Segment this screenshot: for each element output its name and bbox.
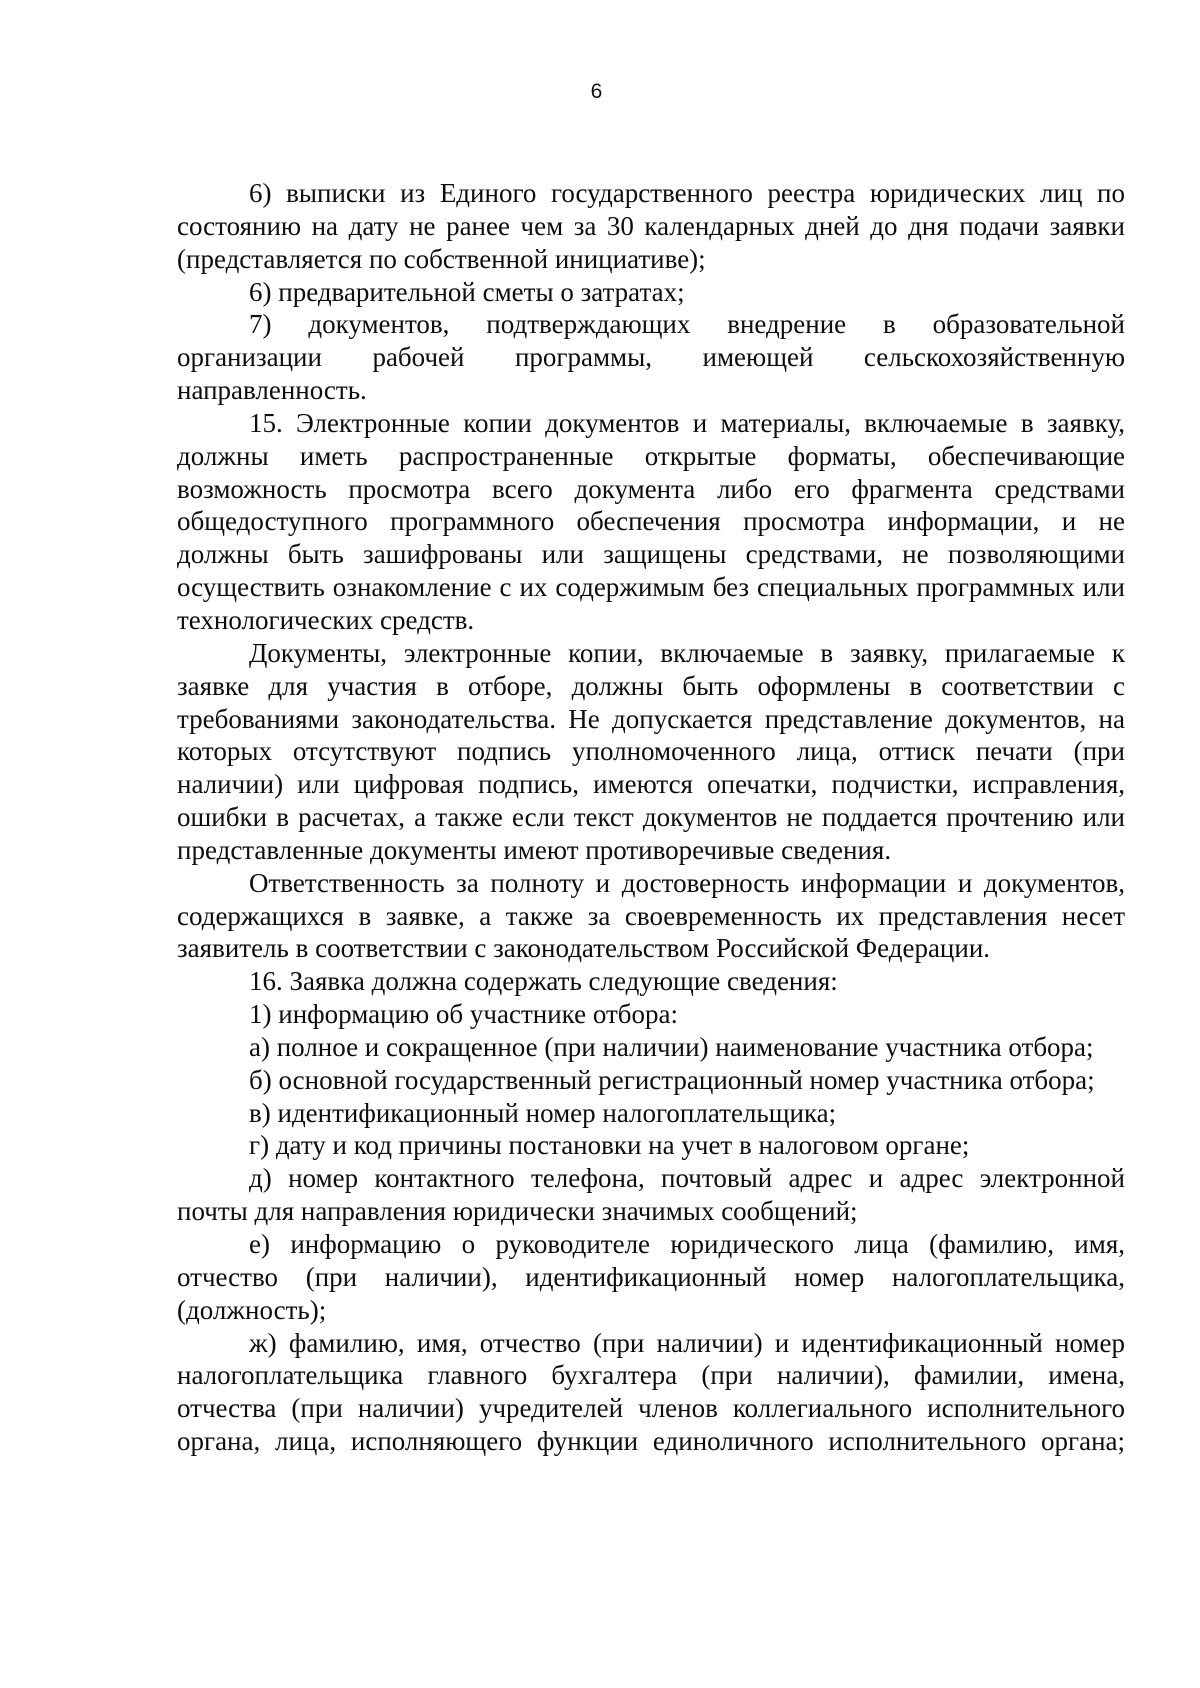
paragraph-16-application-contents: 16. Заявка должна содержать следующие сведения: — [249, 966, 838, 997]
paragraph-d-contacts: д) номер контактного телефона, почтовый адрес и адрес электронной почты для направления юридически значимых сообщений; — [177, 1163, 1125, 1227]
page-number: 6 — [590, 80, 603, 103]
paragraph-responsibility: Ответственность за полноту и достоверность информации и документов, содержащихся в заявке, а также за своевременность их представления несет заявитель в соответствии с законодательством Российской Федерации. — [177, 867, 1125, 964]
paragraph-1-participant-info: 1) информацию об участнике отбора: — [249, 999, 679, 1030]
paragraph-e-director-info: е) информацию о руководителе юридического лица (фамилию, имя, отчество (при наличии), идентификационный номер налогоплательщика, (должность); — [177, 1229, 1125, 1325]
paragraph-6-cost-estimate: 6) предварительной сметы о затратах; — [249, 276, 685, 307]
document-body — [177, 177, 1125, 1458]
paragraph-b-ogrn: б) основной государственный регистрационный номер участника отбора; — [249, 1064, 1095, 1095]
paragraph-g-registration-date: г) дату и код причины постановки на учет в налоговом органе; — [249, 1130, 970, 1161]
paragraph-zh-accountant-founders: ж) фамилию, имя, отчество (при наличии) и идентификационный номер налогоплательщика главного бухгалтера (при наличии), фамилии, имена, отчества (при наличии) учредителей членов коллегиального исполнительного органа, лица, исполняющего функции единоличного исполнительного органа; — [177, 1327, 1125, 1457]
paragraph-15-electronic-copies: 15. Электронные копии документов и материалы, включаемые в заявку, должны иметь распространенные открытые форматы, обеспечивающие возможность просмотра всего документа либо его фрагмента средствами общедоступного программного обеспечения просмотра информации, и не должны быть зашифрованы или защищены средствами, не позволяющими осуществить ознакомление с их содержимым без специальных программных или технологических средств. — [177, 407, 1125, 635]
paragraph-6-egrul-extract: 6) выписки из Единого государственного реестра юридических лиц по состоянию на дату не ранее чем за 30 календарных дней до дня подачи заявки (представляется по собственной инициативе); — [177, 178, 1125, 274]
paragraph-v-inn: в) идентификационный номер налогоплательщика; — [249, 1097, 837, 1128]
paragraph-a-name: а) полное и сокращенное (при наличии) наименование участника отбора; — [249, 1031, 1094, 1062]
paragraph-7-documents: 7) документов, подтверждающих внедрение в образовательной организации рабочей программы, имеющей сельскохозяйственную направленность. — [177, 309, 1125, 406]
paragraph-documents-requirements: Документы, электронные копии, включаемые в заявку, прилагаемые к заявке для участия в отборе, должны быть оформлены в соответствии с требованиями законодательства. Не допускается представление документов, на которых отсутствуют подпись уполномоченного лица, оттиск печати (при наличии) или цифровая подпись, имеются опечатки, подчистки, исправления, ошибки в расчетах, а также если текст документов не поддается прочтению или представленные документы имеют противоречивые сведения. — [177, 637, 1125, 865]
